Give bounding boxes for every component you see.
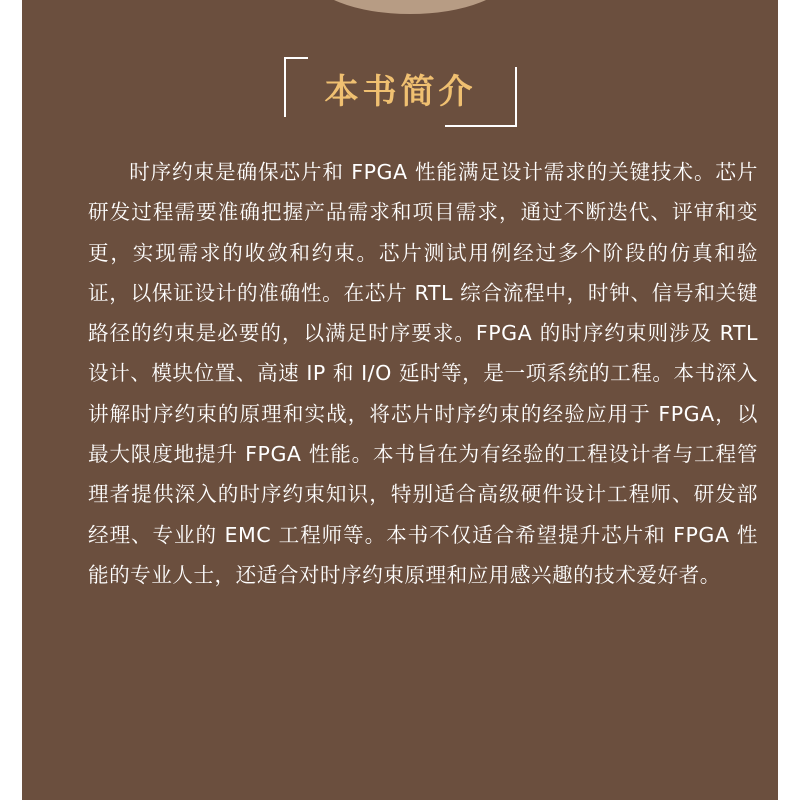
top-ornament — [310, 0, 510, 14]
intro-panel — [22, 0, 778, 800]
intro-paragraph: 时序约束是确保芯片和 FPGA 性能满足设计需求的关键技术。芯片研发过程需要准确把握产品需求和项目需求，通过不断迭代、评审和变更，实现需求的收敛和约束。芯片测试用例经过多个阶段的仿真和验证，以保证设计的准确性。在芯片 RTL 综合流程中，时钟、信号和关键路径的约束是必要的，以满足时序要求。FPGA 的时序约束则涉及 RTL 设计、模块位置、高速 IP 和 I/O 延时等，是一项系统的工程。本书深入讲解时序约束的原理和实战，将芯片时序约束的经验应用于 FPGA，以最大限度地提升 FPGA 性能。本书旨在为有经验的工程设计者与工程管理者提供深入的时序约束知识，特别适合高级硬件设计工程师、研发部经理、专业的 EMC 工程师等。本书不仅适合希望提升芯片和 FPGA 性能的专业人士，还适合对时序约束原理和应用感兴趣的技术爱好者。 — [88, 160, 758, 587]
section-title-frame — [284, 57, 517, 127]
section-title: 本书简介 — [324, 72, 477, 112]
